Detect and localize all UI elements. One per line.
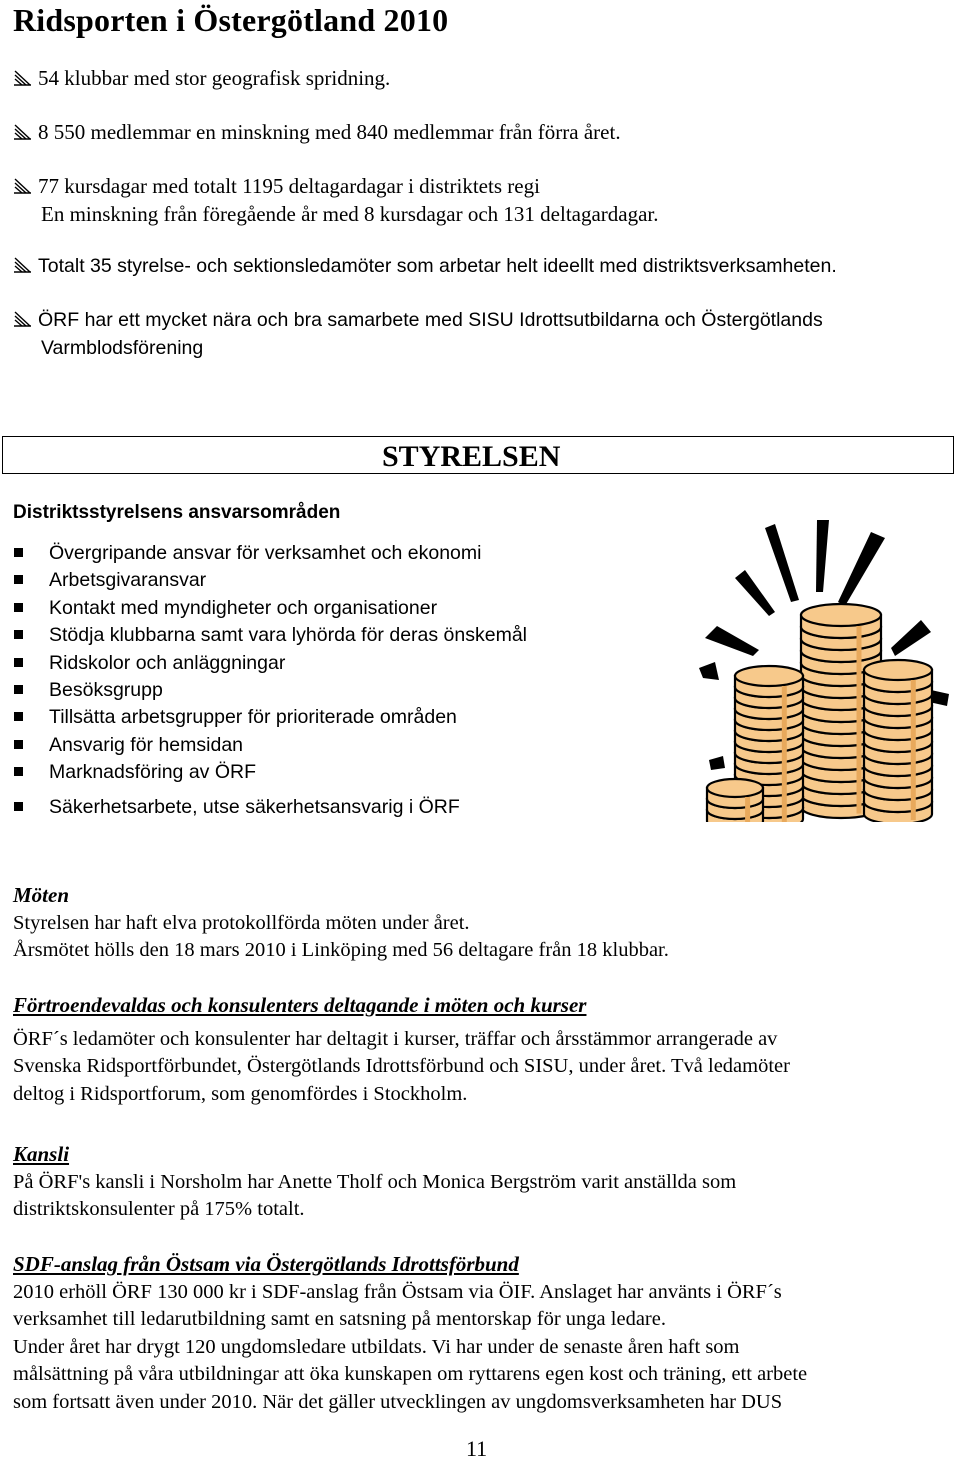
styrelsen-label: STYRELSEN [382, 440, 561, 473]
fortroende-heading: Förtroendevaldas och konsulenters deltagande i möten och kurser [13, 993, 587, 1017]
diagonal-stripes-bullet-icon [14, 124, 32, 140]
coin-face [801, 604, 881, 626]
bullet-item: 8 550 medlemmar en minskning med 840 medlemmar från förra året. [14, 118, 621, 146]
square-bullet-icon [14, 575, 23, 584]
sdf-line: målsättning på våra utbildningar att öka kunskapen om ryttarens egen kost och träning, ett arbete [13, 1363, 808, 1385]
fortroende-line: deltog i Ridsportforum, som genomfördes i Stockholm. [13, 1082, 468, 1105]
list-item: Marknadsföring av ÖRF [0, 759, 527, 786]
kansli-section [13, 1141, 736, 1224]
bullet-item: ÖRF har ett mycket nära och bra samarbete med SISU Idrottsutbildarna och Östergötlands [14, 306, 823, 334]
bullet-continuation: En minskning från föregående år med 8 kursdagar och 131 deltagardagar. [41, 202, 659, 226]
kansli-heading: Kansli [13, 1142, 70, 1166]
fortroende-section [13, 992, 790, 1108]
sdf-line: verksamhet till ledarutbildning samt en satsning på mentorskap för unga ledare. [13, 1308, 666, 1330]
coin-face [707, 779, 763, 797]
list-item: Säkerhetsarbete, utse säkerhetsansvarig i ÖRF [0, 794, 527, 821]
sdf-heading: SDF-anslag från Östsam via Östergötlands Idrottsförbund [13, 1252, 519, 1276]
diagonal-stripes-bullet-icon [14, 178, 32, 194]
diagonal-stripes-bullet-icon [14, 311, 32, 327]
list-item: Kontakt med myndigheter och organisationer [0, 595, 527, 622]
square-bullet-icon [14, 767, 23, 776]
bullet-item: 77 kursdagar med totalt 1195 deltagardagar i distriktets regi [14, 172, 540, 200]
moten-section [13, 882, 669, 965]
bullet-continuation: Varmblodsförening [41, 337, 204, 359]
square-bullet-icon [14, 802, 23, 811]
sdf-line: Under året har drygt 120 ungdomsledare utbildats. Vi har under de senaste åren haft som [13, 1335, 740, 1358]
coin-stacks [707, 604, 932, 822]
square-bullet-icon [14, 630, 23, 639]
responsibilities-list [0, 540, 527, 821]
page-number: 11 [466, 1436, 488, 1461]
coin-stacks-icon [695, 510, 953, 822]
moten-line: Årsmötet hölls den 18 mars 2010 i Linköping med 56 deltagare från 18 klubbar. [13, 939, 669, 961]
page-title: Ridsporten i Östergötland 2010 [13, 2, 449, 38]
moten-line: Styrelsen har haft elva protokollförda möten under året. [13, 911, 470, 934]
fortroende-line: Svenska Ridsportförbundet, Östergötlands Idrottsförbund och SISU, under året. Två ledamöter [13, 1055, 790, 1077]
square-bullet-icon [14, 548, 23, 557]
coin-face [735, 666, 803, 686]
list-item: Övergripande ansvar för verksamhet och ekonomi [0, 540, 527, 567]
coin-face [864, 660, 932, 680]
list-item: Besöksgrupp [0, 677, 527, 704]
kansli-line: distriktskonsulenter på 175% totalt. [13, 1198, 305, 1220]
sdf-section [13, 1251, 807, 1416]
responsibilities-heading: Distriktsstyrelsens ansvarsområden [13, 502, 341, 523]
sdf-line: 2010 erhöll ÖRF 130 000 kr i SDF-anslag från Östsam via ÖIF. Anslaget har använts i ÖRF´s [13, 1280, 782, 1303]
square-bullet-icon [14, 603, 23, 612]
list-item: Stödja klubbarna samt vara lyhörda för deras önskemål [0, 622, 527, 649]
diagonal-stripes-bullet-icon [14, 70, 32, 86]
list-item: Tillsätta arbetsgrupper för prioriterade områden [0, 704, 527, 731]
moten-heading: Möten [13, 883, 70, 907]
list-item: Ridskolor och anläggningar [0, 650, 527, 677]
list-item: Ansvarig för hemsidan [0, 732, 527, 759]
bullet-item: 54 klubbar med stor geografisk spridning. [14, 64, 390, 93]
diagonal-stripes-bullet-icon [14, 257, 32, 273]
square-bullet-icon [14, 712, 23, 721]
square-bullet-icon [14, 740, 23, 749]
square-bullet-icon [14, 685, 23, 694]
square-bullet-icon [14, 658, 23, 667]
kansli-line: På ÖRF's kansli i Norsholm har Anette Tholf och Monica Bergström varit anställda som [13, 1170, 737, 1193]
fortroende-line: ÖRF´s ledamöter och konsulenter har deltagit i kurser, träffar och årsstämmor arrangerade av [13, 1027, 778, 1050]
sdf-line: som fortsatt även under 2010. När det gäller utvecklingen av ungdomsverksamheten har DUS [13, 1390, 783, 1413]
bullet-item: Totalt 35 styrelse- och sektionsledamöter som arbetar helt ideellt med distriktsverksamheten. [14, 252, 837, 280]
list-item: Arbetsgivaransvar [0, 567, 527, 594]
